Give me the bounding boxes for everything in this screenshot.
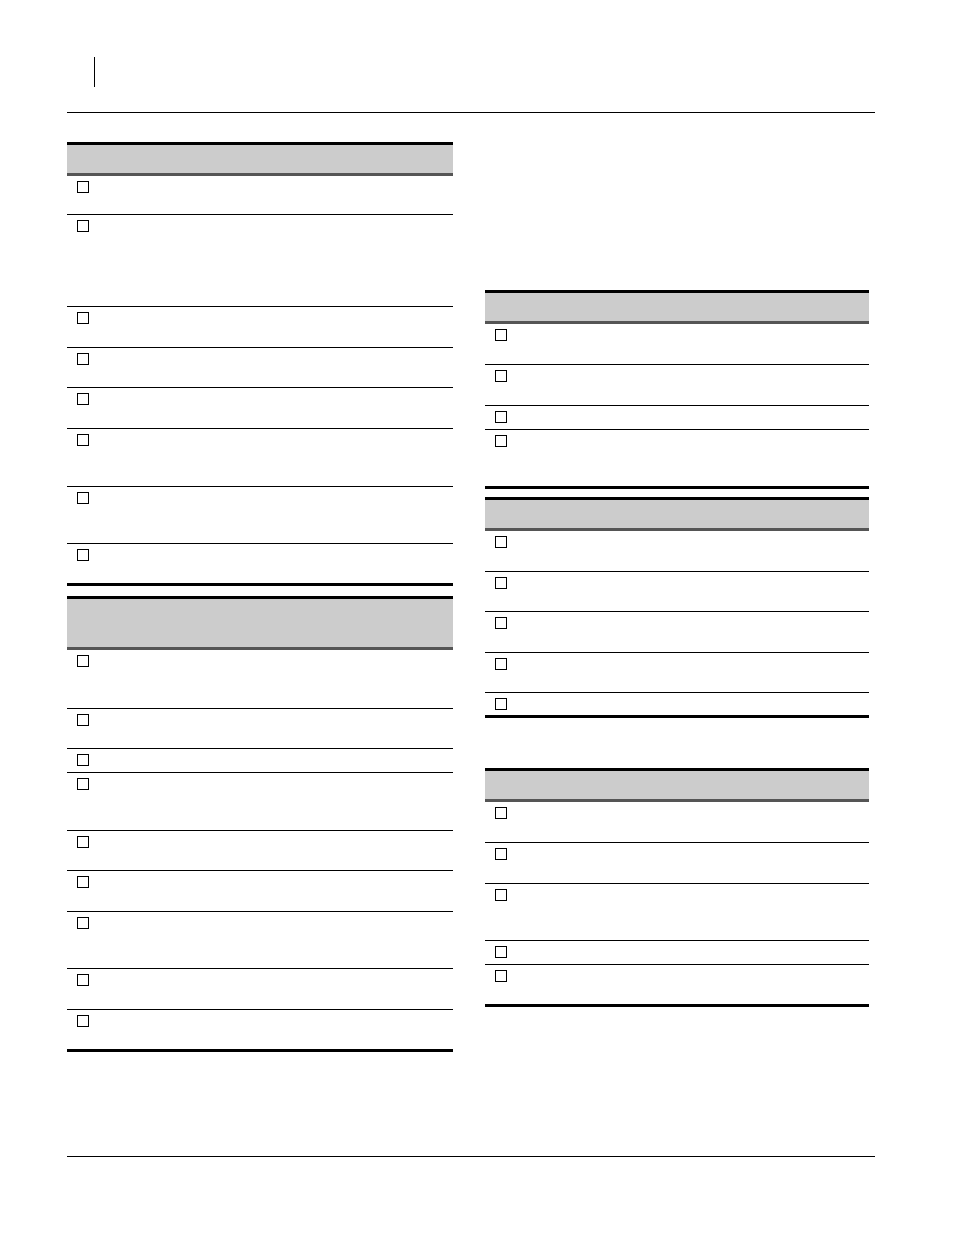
- checklist-row: [67, 347, 453, 387]
- checkbox[interactable]: [495, 698, 507, 710]
- checkbox[interactable]: [495, 617, 507, 629]
- checklist-table-left-1: [67, 142, 453, 586]
- checklist-row: [485, 964, 869, 1004]
- checklist-row: [67, 486, 453, 543]
- checkbox[interactable]: [77, 836, 89, 848]
- table-header: [67, 596, 453, 650]
- checklist-row: [67, 543, 453, 583]
- checkbox[interactable]: [77, 312, 89, 324]
- checklist-row: [485, 802, 869, 842]
- checkbox[interactable]: [495, 536, 507, 548]
- checklist-row: [485, 842, 869, 883]
- checkbox[interactable]: [77, 434, 89, 446]
- checklist-row: [67, 772, 453, 830]
- checkbox[interactable]: [77, 876, 89, 888]
- checklist-row: [67, 870, 453, 911]
- checklist-row: [485, 652, 869, 692]
- checkbox[interactable]: [77, 1015, 89, 1027]
- checklist-row: [67, 176, 453, 214]
- checkbox[interactable]: [495, 658, 507, 670]
- checklist-row: [67, 968, 453, 1009]
- table-header: [485, 768, 869, 802]
- checkbox[interactable]: [495, 807, 507, 819]
- checkbox[interactable]: [77, 754, 89, 766]
- checkbox[interactable]: [77, 181, 89, 193]
- checklist-row: [485, 940, 869, 964]
- checklist-row: [485, 429, 869, 486]
- checkbox[interactable]: [495, 370, 507, 382]
- checklist-row: [67, 428, 453, 486]
- checkbox[interactable]: [77, 974, 89, 986]
- checklist-row: [67, 911, 453, 968]
- footer-rule: [67, 1156, 875, 1157]
- checkbox[interactable]: [77, 393, 89, 405]
- table-header: [485, 497, 869, 531]
- table-header: [485, 290, 869, 324]
- checklist-table-right-2: [485, 497, 869, 718]
- checklist-row: [485, 364, 869, 405]
- checklist-row: [67, 214, 453, 306]
- checklist-row: [485, 531, 869, 571]
- checklist-table-left-2: [67, 596, 453, 1052]
- checklist-row: [67, 650, 453, 708]
- checklist-row: [485, 692, 869, 715]
- header-vertical-rule: [94, 57, 95, 87]
- checkbox[interactable]: [495, 848, 507, 860]
- checklist-row: [485, 324, 869, 364]
- checklist-table-right-1: [485, 290, 869, 489]
- checklist-row: [67, 306, 453, 347]
- checkbox[interactable]: [77, 778, 89, 790]
- checklist-row: [485, 571, 869, 611]
- checkbox[interactable]: [495, 889, 507, 901]
- checkbox[interactable]: [495, 970, 507, 982]
- header-rule: [67, 112, 875, 113]
- checkbox[interactable]: [77, 549, 89, 561]
- checklist-row: [67, 830, 453, 870]
- checklist-table-right-3: [485, 768, 869, 1007]
- table-header: [67, 142, 453, 176]
- checklist-row: [67, 748, 453, 772]
- checkbox[interactable]: [495, 411, 507, 423]
- checklist-row: [67, 1009, 453, 1049]
- checkbox[interactable]: [495, 946, 507, 958]
- checkbox[interactable]: [77, 220, 89, 232]
- checkbox[interactable]: [77, 353, 89, 365]
- checklist-row: [485, 611, 869, 652]
- checklist-row: [67, 387, 453, 428]
- checklist-row: [67, 708, 453, 748]
- checkbox[interactable]: [77, 917, 89, 929]
- checkbox[interactable]: [77, 655, 89, 667]
- checkbox[interactable]: [495, 577, 507, 589]
- checkbox[interactable]: [77, 492, 89, 504]
- checkbox[interactable]: [495, 329, 507, 341]
- checklist-row: [485, 883, 869, 940]
- checkbox[interactable]: [495, 435, 507, 447]
- checklist-row: [485, 405, 869, 429]
- checkbox[interactable]: [77, 714, 89, 726]
